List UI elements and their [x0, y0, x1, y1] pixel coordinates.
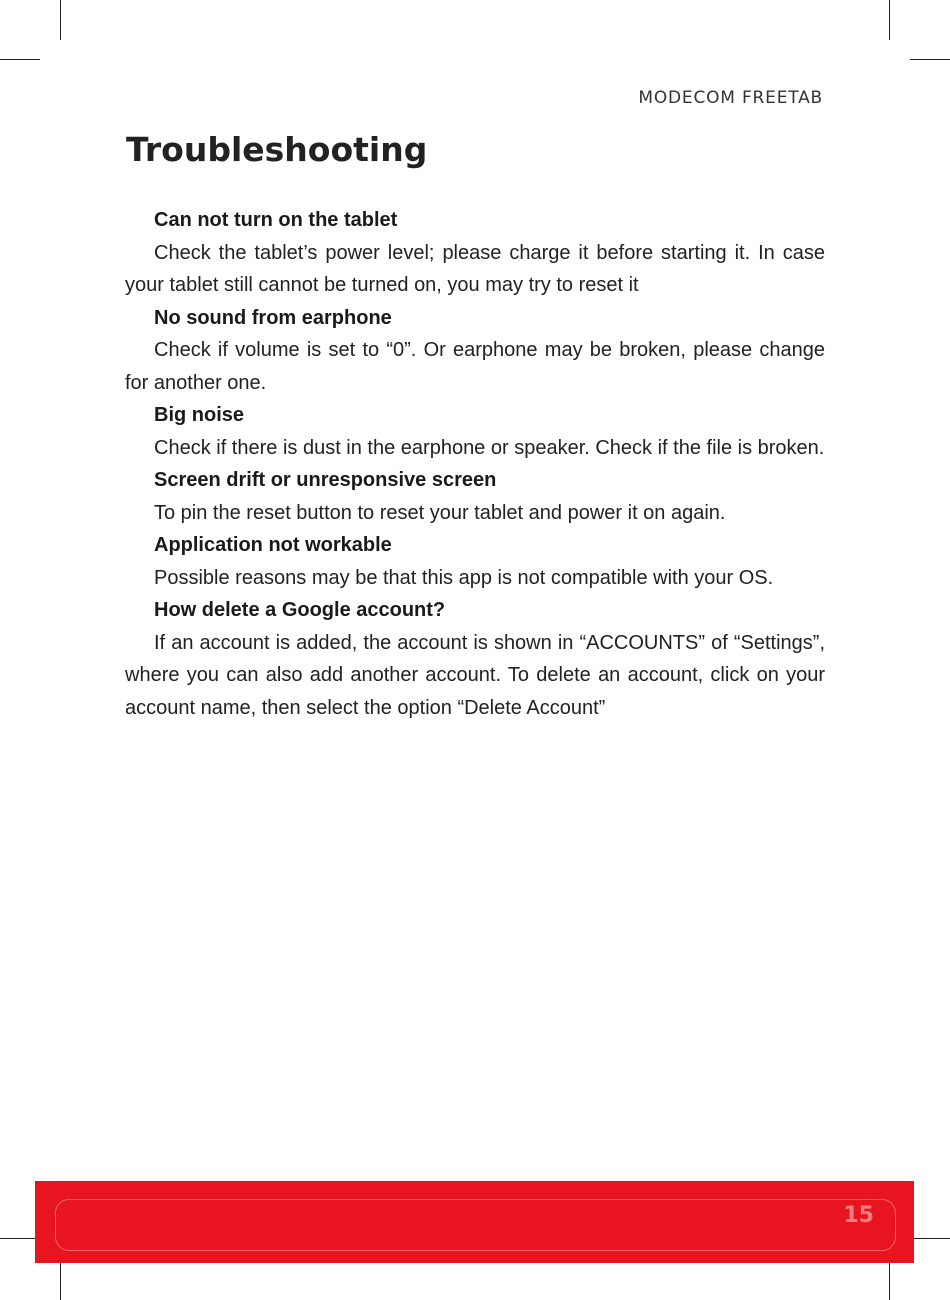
crop-mark — [910, 59, 950, 60]
section-body: Check the tablet’s power level; please charge it before starting it. In case your tablet still cannot be turned on, you may try to reset it — [125, 241, 825, 296]
crop-mark — [60, 1258, 61, 1300]
section-body: Check if volume is set to “0”. Or earphone may be broken, please change for another one. — [125, 339, 825, 394]
crop-mark — [889, 1258, 890, 1300]
crop-mark — [910, 1238, 950, 1239]
page-number: 15 — [843, 1203, 874, 1228]
section-heading: How delete a Google account? — [154, 599, 446, 621]
section-heading: Screen drift or unresponsive screen — [154, 469, 497, 491]
section-heading: Application not workable — [154, 534, 392, 556]
section-heading: Big noise — [154, 404, 245, 426]
section-body: If an account is added, the account is shown in “ACCOUNTS” of “Settings”, where you can also add another account. To delete an account, click on your account name, then select the option “Delete Account” — [125, 631, 825, 719]
section-body: Check if there is dust in the earphone or speaker. Check if the file is broken. — [154, 436, 825, 459]
troubleshooting-content — [125, 204, 825, 724]
footer-band — [35, 1181, 914, 1263]
crop-mark — [0, 1238, 40, 1239]
crop-mark — [0, 59, 40, 60]
section-heading: No sound from earphone — [154, 306, 392, 329]
section-body: Possible reasons may be that this app is not compatible with your OS. — [154, 566, 774, 589]
footer-frame — [55, 1199, 896, 1251]
section-body: To pin the reset button to reset your tablet and power it on again. — [154, 501, 726, 524]
crop-mark — [60, 0, 61, 40]
brand-header: MODECOM FREETAB — [638, 88, 823, 108]
section-heading: Can not turn on the tablet — [154, 209, 398, 231]
page-title: Troubleshooting — [126, 130, 428, 169]
crop-mark — [889, 0, 890, 40]
